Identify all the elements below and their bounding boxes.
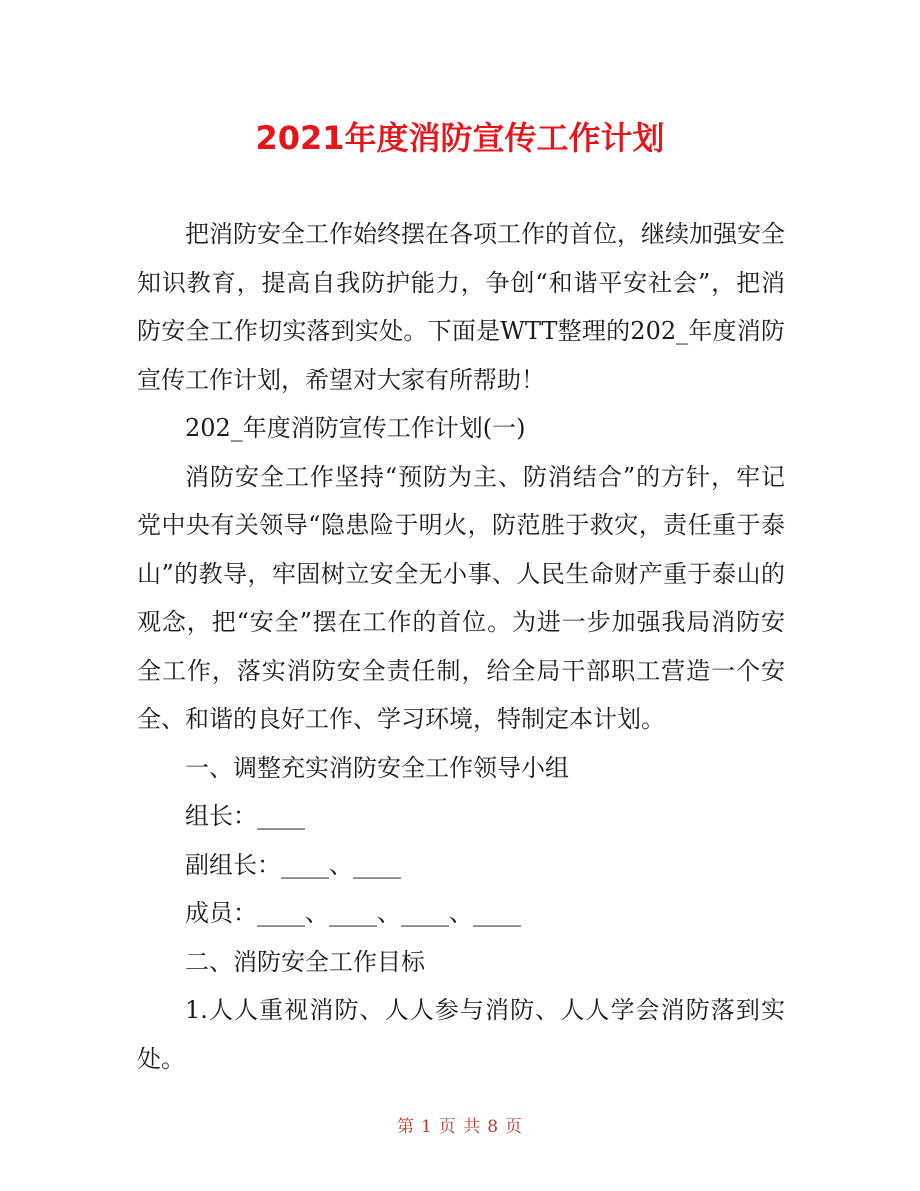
document-title: 2021年度消防宣传工作计划 [255, 119, 665, 157]
section-heading-goals: 二、消防安全工作目标 [185, 947, 425, 976]
section-heading-leadership-group: 一、调整充实消防安全工作领导小组 [185, 753, 569, 782]
footer-mid: 页 共 [438, 1117, 482, 1137]
line-group-leader: 组长：____ [185, 802, 305, 830]
goal-item-1: 1.人人重视消防、人人参与消防、人人学会消防落到实处。 [137, 996, 785, 1073]
line-deputy-leader: 副组长：____、____ [185, 850, 401, 879]
footer-prefix: 第 [396, 1117, 415, 1137]
footer-suffix: 页 [505, 1117, 524, 1137]
footer-total-pages: 8 [487, 1117, 500, 1137]
document-body [137, 210, 785, 1083]
paragraph-policy: 消防安全工作坚持“预防为主、防消结合”的方针，牢记党中央有关领导“隐患险于明火，防范胜于救灾，责任重于泰山”的教导，牢固树立安全无小事、人民生命财产重于泰山的观念，把“安全”摆在工作的首位。为进一步加强我局消防安全工作，落实消防安全责任制，给全局干部职工营造一个安全、和谐的良好工作、学习环境，特制定本计划。 [137, 462, 785, 733]
paragraph-intro: 把消防安全工作始终摆在各项工作的首位，继续加强安全知识教育，提高自我防护能力，争创“和谐平安社会”，把消防安全工作切实落到实处。下面是WTT整理的202_年度消防宣传工作计划，希望对大家有所帮助！ [137, 220, 785, 394]
line-members: 成员：____、____、____、____ [185, 899, 521, 927]
page-number-footer [0, 1112, 920, 1137]
section-heading-plan-one: 202_年度消防宣传工作计划(一) [185, 414, 526, 442]
footer-current-page: 1 [420, 1117, 433, 1137]
